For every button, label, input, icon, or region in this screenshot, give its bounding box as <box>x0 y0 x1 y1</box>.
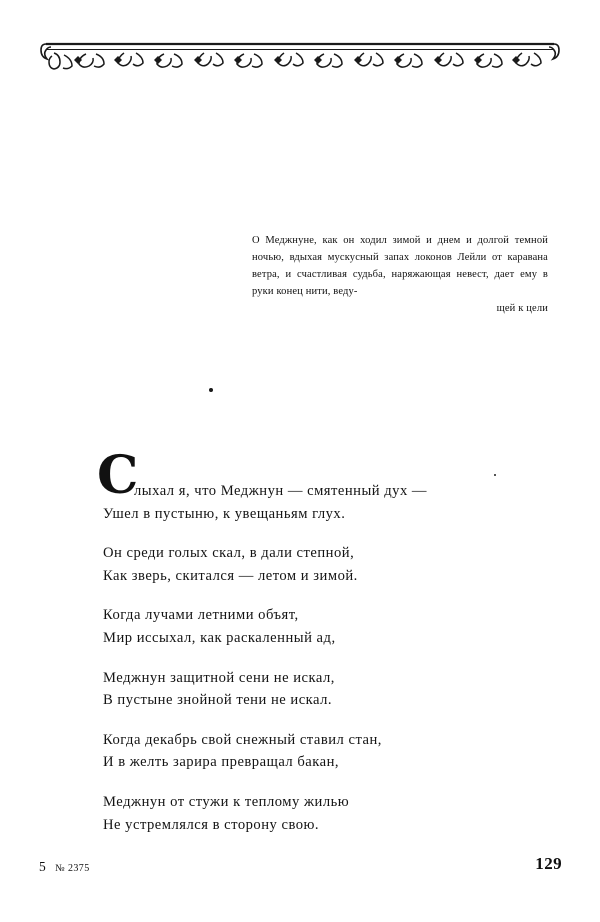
poem-line: Мир иссыхал, как раскаленный ад, <box>103 630 336 647</box>
poem-line: И в желть зарира превращал бакан, <box>103 754 340 771</box>
page-speck <box>494 474 496 476</box>
chapter-argument <box>252 232 548 317</box>
argument-last-line: щей к цели <box>496 303 548 314</box>
poem-body <box>97 445 523 836</box>
poem-line: В пустыне знойной тени не искал. <box>103 692 333 709</box>
stanza <box>103 791 523 836</box>
drop-cap: С <box>97 445 139 506</box>
centered-dot-ornament <box>209 388 213 392</box>
stanza <box>103 667 523 712</box>
poem-line: Меджнун от стужи к теплому жилью <box>103 794 350 811</box>
page-number: 129 <box>535 854 562 873</box>
poem-line: Он среди голых скал, в дали степной, <box>103 545 355 562</box>
stanza <box>103 542 523 587</box>
ornament-band <box>40 38 560 80</box>
poem-line: Меджнун защитной сени не искал, <box>103 669 335 686</box>
poem-line: Ушел в пустыню, к увещаньям глух. <box>103 505 346 522</box>
sheet-number: 5 <box>39 859 47 874</box>
poem-line: Когда лучами летними объят, <box>103 607 299 624</box>
poem-line: Как зверь, скитался — летом и зимой. <box>103 567 358 584</box>
signature-mark <box>39 859 90 875</box>
argument-text: О Меджнуне, как он ходил зимой и днем и долгой темной ночью, вдыхая мускусный запах локонов Лейли от каравана ветра, и счастливая судьба, наряжающая невест, дает ему в руки конец нити, веду- <box>252 235 548 297</box>
poem-line: Не устремлялся в сторону свою. <box>103 816 320 833</box>
stanza <box>103 729 523 774</box>
stanza <box>97 445 523 525</box>
poem-line: лыхал я, что Меджнун — смятенный дух — <box>134 483 428 499</box>
poem-line: Когда декабрь свой снежный ставил стан, <box>103 731 382 748</box>
print-order-number: № 2375 <box>55 863 90 874</box>
stanza <box>103 604 523 649</box>
